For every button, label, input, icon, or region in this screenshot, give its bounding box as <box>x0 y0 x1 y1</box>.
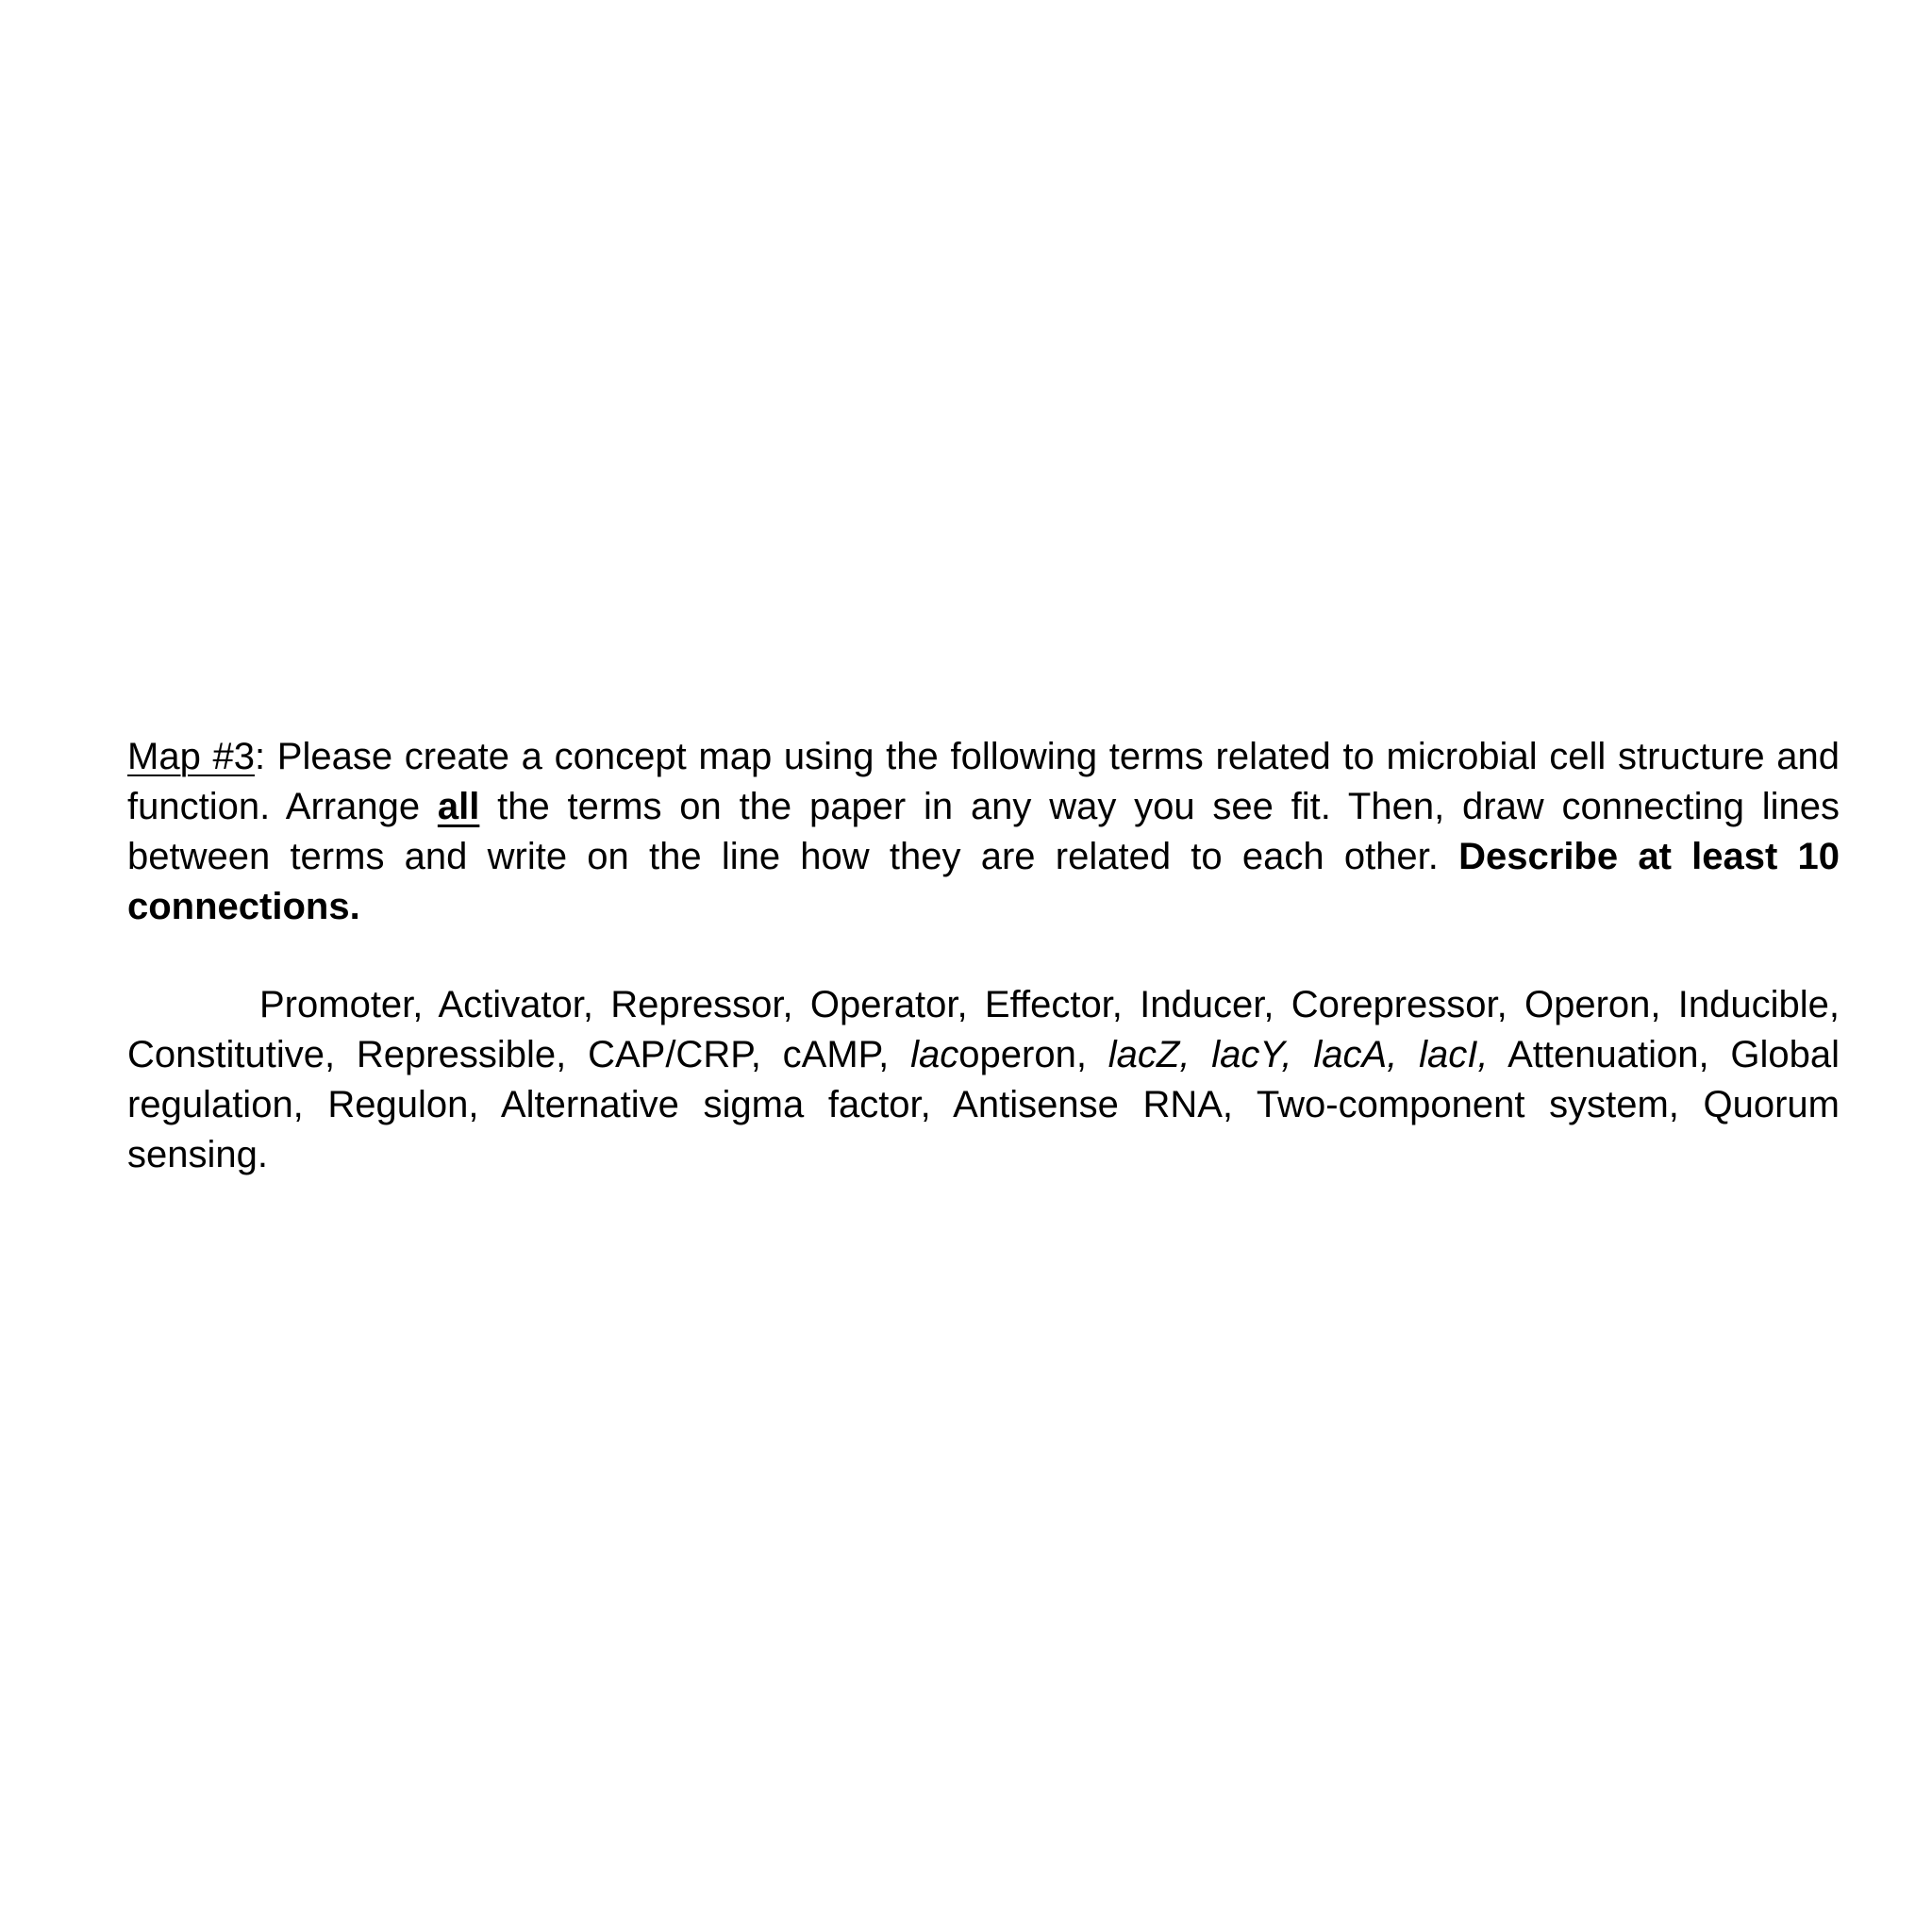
lac-genes-italic: lacZ, lacY, lacA, lacI, <box>1108 1034 1489 1075</box>
operon-suffix: operon, <box>958 1034 1108 1075</box>
instructions-text-1: : Please create a concept map using the following terms related to microbial cell structure and function. Arrange <box>127 736 1840 827</box>
terms-list <box>127 980 1840 1180</box>
instructions-paragraph <box>127 732 1840 932</box>
terms-group-2: Attenuation, Global regulation, Regulon, Alternative sigma factor, Antisense RNA, Two-component system, Quorum sensing. <box>127 1034 1840 1175</box>
bold-requirement: Describe at least 10 connections. <box>127 836 1840 927</box>
instructions-text-2: the terms on the paper in any way you see fit. Then, draw connecting lines between terms and write on the line how they are related to each other. <box>127 786 1840 877</box>
map-label: Map #3 <box>127 736 255 777</box>
emphasis-all: all <box>437 786 480 827</box>
terms-group-1: Promoter, Activator, Repressor, Operator, Effector, Inducer, Corepressor, Operon, Inducible, Constitutive, Repressible, CAP/CRP, cAMP, <box>127 984 1840 1075</box>
lac-italic: lac <box>910 1034 959 1075</box>
